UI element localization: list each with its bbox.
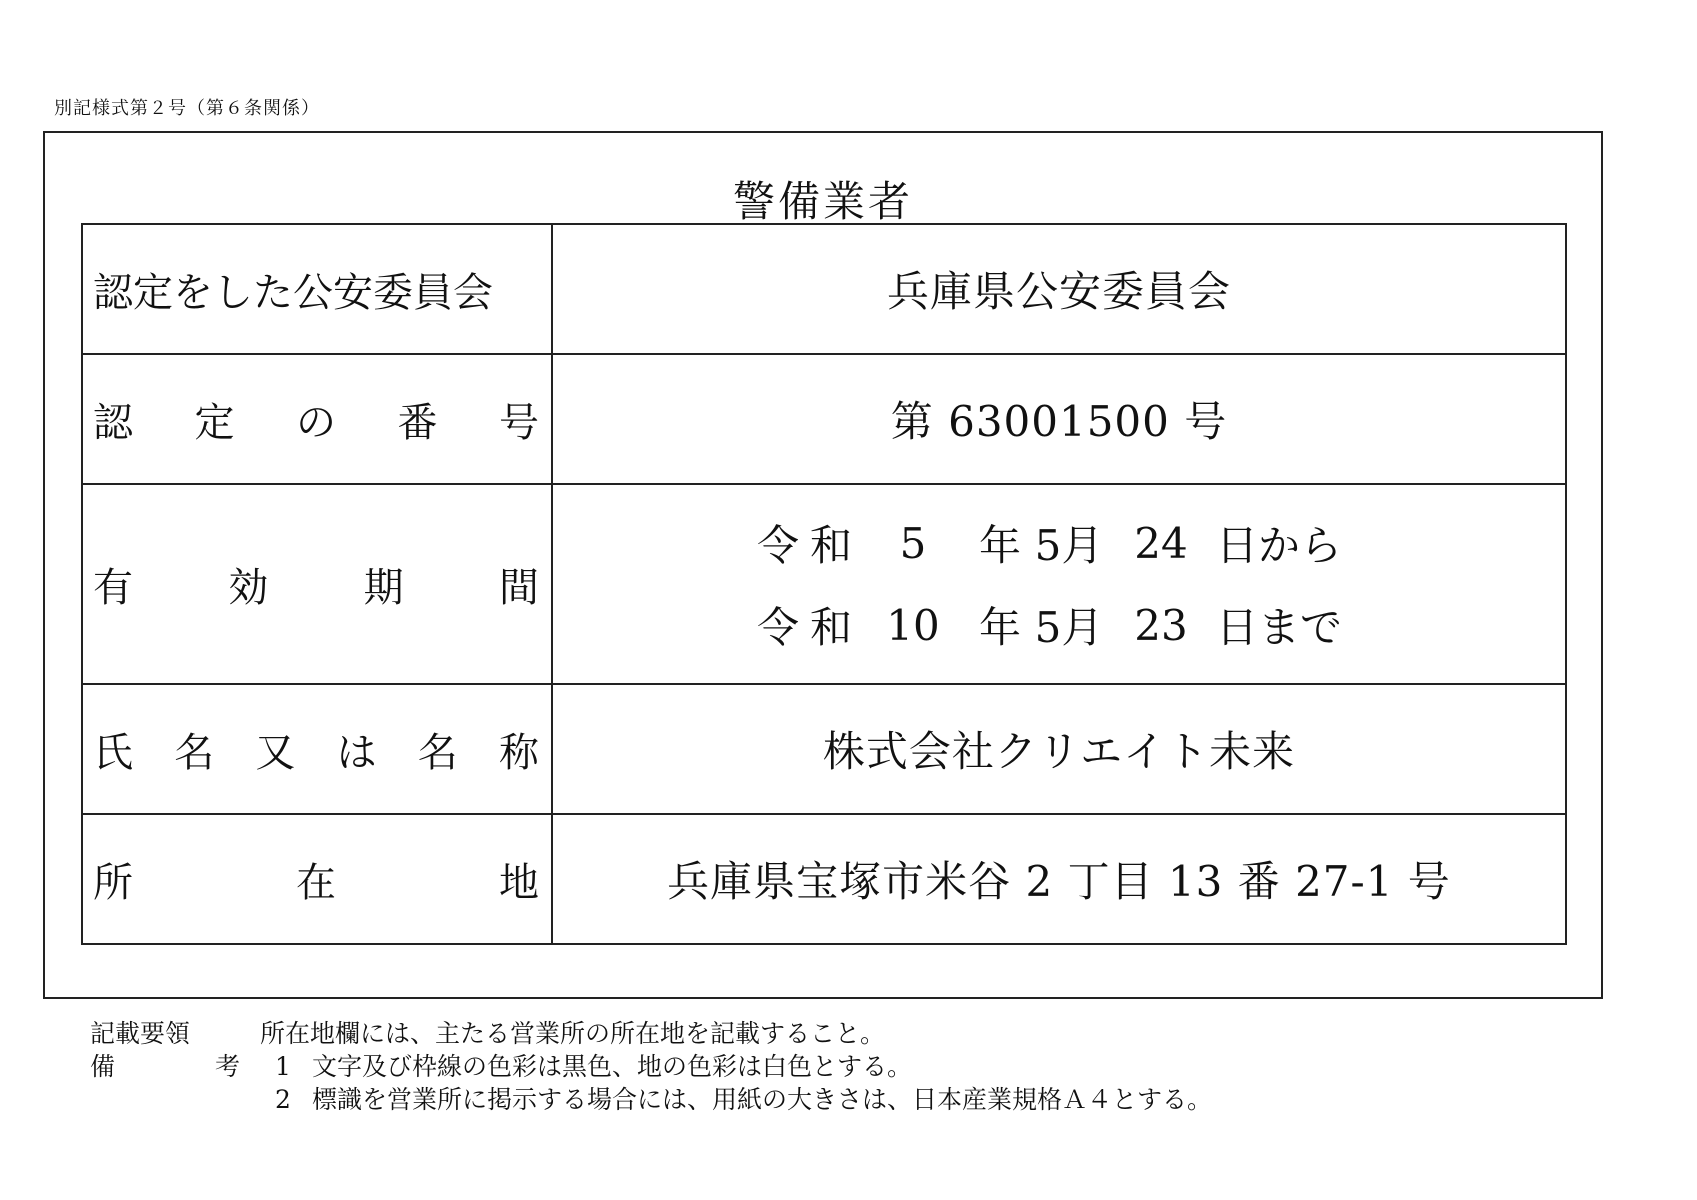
remark-text: 文字及び枠線の色彩は黒色、地の色彩は白色とする。 [312, 1052, 913, 1081]
sign-frame [43, 131, 1603, 999]
row-address [82, 814, 1566, 944]
instructions-text: 所在地欄には、主たる営業所の所在地を記載すること。 [260, 1019, 886, 1048]
era-char: 和 [809, 521, 852, 570]
from-day: 24 [1134, 518, 1188, 568]
label-char: 定 [194, 399, 235, 446]
validity-to [752, 595, 1366, 655]
label-char: 在 [296, 859, 336, 906]
value-name: 株式会社クリエイト未来 [552, 684, 1566, 814]
to-month: 5月 [1034, 603, 1104, 652]
from-suffix: 日から [1216, 521, 1343, 570]
value-commission: 兵庫県公安委員会 [552, 224, 1566, 354]
label-cell-commission [82, 224, 552, 354]
label-char: の [296, 399, 336, 446]
label-char: 名 [417, 729, 458, 776]
remark-number: 1 [275, 1052, 291, 1081]
era-char: 令 [756, 603, 799, 652]
label-cell-validity [82, 484, 552, 684]
form-reference: 別記様式第２号（第６条関係） [54, 98, 320, 119]
label-cell-address [82, 814, 552, 944]
era-char: 令 [756, 521, 799, 570]
row-commission [82, 224, 1566, 354]
label-char: 番 [397, 399, 438, 446]
to-suffix: 日まで [1216, 603, 1343, 652]
validity-from [752, 513, 1366, 573]
instructions-row [90, 1017, 1212, 1050]
label-cell-cert-number [82, 354, 552, 484]
label-char: 有 [93, 564, 133, 611]
to-year: 10 [886, 600, 940, 650]
label-char: 地 [499, 859, 539, 906]
value-address: 兵庫県宝塚市米谷 2 丁目 13 番 27-1 号 [552, 814, 1566, 944]
remark-row [90, 1050, 1212, 1083]
instructions-heading: 記載要領 [90, 1019, 191, 1048]
remarks-heading-char: 考 [214, 1052, 240, 1081]
label-char: 氏 [93, 729, 133, 776]
notes-section [90, 1017, 1212, 1116]
row-validity [82, 484, 1566, 684]
label-char: 間 [498, 564, 539, 611]
remarks-heading [90, 1050, 240, 1083]
label-char: 号 [499, 399, 539, 446]
era-char: 和 [809, 603, 852, 652]
sign-table [81, 223, 1567, 945]
label-char: 所 [93, 859, 133, 906]
row-name [82, 684, 1566, 814]
value-cert-number: 第 63001500 号 [552, 354, 1566, 484]
year-unit: 年 [978, 603, 1021, 652]
remark-text: 標識を営業所に掲示する場合には、用紙の大きさは、日本産業規格Ａ４とする。 [312, 1085, 1213, 1114]
year-unit: 年 [978, 521, 1021, 570]
from-month: 5月 [1034, 521, 1104, 570]
label-char: 名 [174, 729, 215, 776]
label-cell-name [82, 684, 552, 814]
value-validity [552, 484, 1566, 684]
remark-row [90, 1083, 1212, 1116]
label-char: 称 [498, 729, 539, 776]
label-char: は [336, 729, 377, 776]
label-char: 認 [93, 399, 133, 446]
label-char: 期 [363, 564, 404, 611]
remarks-heading-char: 備 [90, 1052, 116, 1081]
label-commission: 認定をした公安委員会 [93, 269, 493, 316]
row-cert-number [82, 354, 1566, 484]
sign-title: 警備業者 [732, 177, 913, 226]
label-char: 又 [255, 729, 296, 776]
to-day: 23 [1134, 600, 1188, 650]
from-year: 5 [899, 518, 927, 568]
remark-number: 2 [275, 1085, 291, 1114]
label-char: 効 [228, 564, 269, 611]
